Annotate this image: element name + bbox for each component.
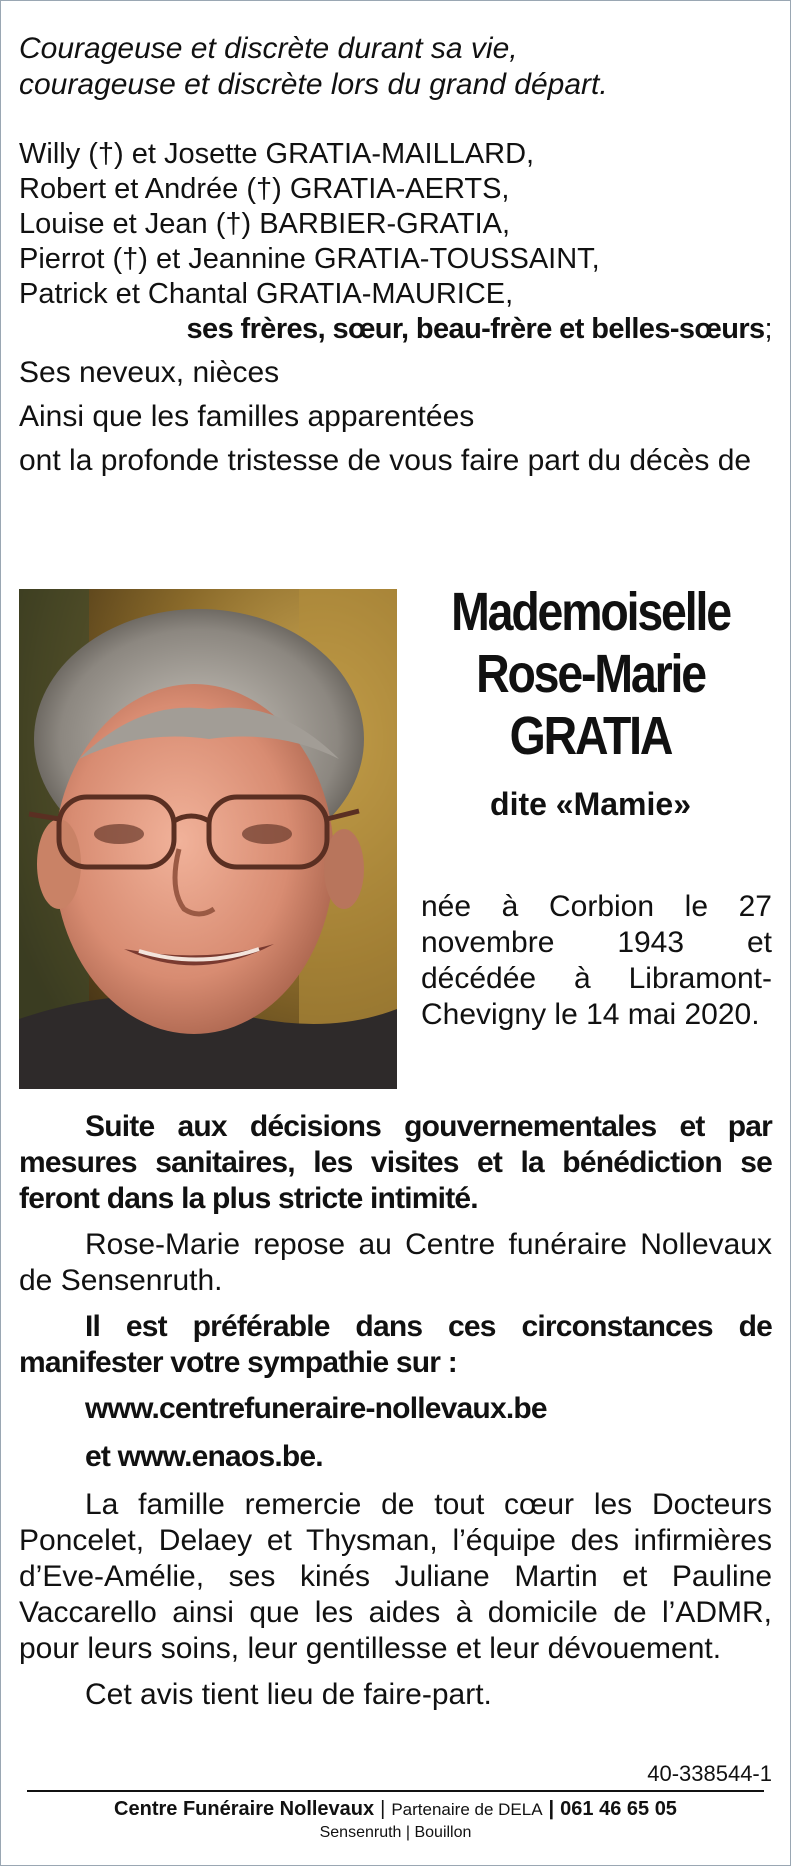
notice-reference: 40-338544-1 <box>647 1761 772 1786</box>
funeral-home-website-link[interactable]: www.centrefuneraire-nollevaux.be <box>85 1392 547 1425</box>
footer-company: Centre Funéraire Nollevaux <box>114 1798 375 1820</box>
family-member-line: Robert et Andrée (†) GRATIA-AERTS, <box>19 173 510 205</box>
resting-place-notice: Rose-Marie repose au Centre funéraire Nollevaux de Sensenruth. <box>19 1228 772 1297</box>
deceased-last-name: GRATIA <box>509 706 672 766</box>
footer-phone[interactable]: 061 46 65 05 <box>560 1798 677 1820</box>
portrait-photo-icon <box>19 589 397 1089</box>
nephews-line: Ses neveux, nièces <box>19 356 280 389</box>
footer-divider <box>27 1790 764 1792</box>
deceased-nickname: dite «Mamie» <box>490 786 691 822</box>
deceased-first-name: Rose-Marie <box>476 644 705 704</box>
family-member-line: Louise et Jean (†) BARBIER-GRATIA, <box>19 208 511 240</box>
family-member-line: Willy (†) et Josette GRATIA-MAILLARD, <box>19 138 535 170</box>
portrait-photo <box>19 589 397 1089</box>
notice-body-section <box>19 1109 772 1723</box>
footer-separator: | <box>548 1798 555 1820</box>
footer-partner: Partenaire de DELA <box>391 1800 543 1819</box>
birth-death-text: née à Corbion le 27 novembre 1943 et décédée à Libramont-Chevigny le 14 mai 2020. <box>421 890 772 1031</box>
notice-header-section <box>19 31 772 487</box>
relation-text: ses frères, sœur, beau-frère et belles-sœurs <box>186 313 765 345</box>
relation-punctuation: ; <box>764 313 772 345</box>
sympathy-notice: Il est préférable dans ces circonstances de manifester votre sympathie sur : <box>19 1310 772 1379</box>
footer-locations: Sensenruth | Bouillon <box>319 1824 472 1841</box>
family-member-line: Pierrot (†) et Jeannine GRATIA-TOUSSAINT, <box>19 243 600 275</box>
family-list <box>19 137 772 312</box>
thanks-paragraph: La famille remercie de tout cœur les Docteurs Poncelet, Delaey et Thysman, l’équipe des infirmières d’Eve-Amélie, ses kinés Juliane Martin et Pauline Vaccarello ainsi que les aides à domicile de l’ADMR, pour leurs soins, leur gentillesse et leur dévouement. <box>19 1488 772 1665</box>
epigraph-line: courageuse et discrète lors du grand départ. <box>19 68 608 101</box>
families-line: Ainsi que les familles apparentées <box>19 400 475 433</box>
family-member-line: Patrick et Chantal GRATIA-MAURICE, <box>19 278 514 310</box>
relation-line <box>19 312 772 347</box>
epigraph <box>19 31 772 103</box>
covid-notice: Suite aux décisions gouvernementales et par mesures sanitaires, les visites et la bénédiction se feront dans la plus stricte intimité. <box>19 1110 772 1215</box>
deceased-name-block <box>409 581 772 823</box>
footer-separator: | <box>380 1798 386 1820</box>
epigraph-line: Courageuse et discrète durant sa vie, <box>19 32 518 65</box>
announcement-text: ont la profonde tristesse de vous faire part du décès de <box>19 444 752 477</box>
footer-line <box>1 1797 790 1822</box>
deceased-civility: Mademoiselle <box>451 582 730 642</box>
closing-line: Cet avis tient lieu de faire-part. <box>85 1678 492 1711</box>
enaos-website-link[interactable]: et www.enaos.be. <box>85 1440 323 1473</box>
